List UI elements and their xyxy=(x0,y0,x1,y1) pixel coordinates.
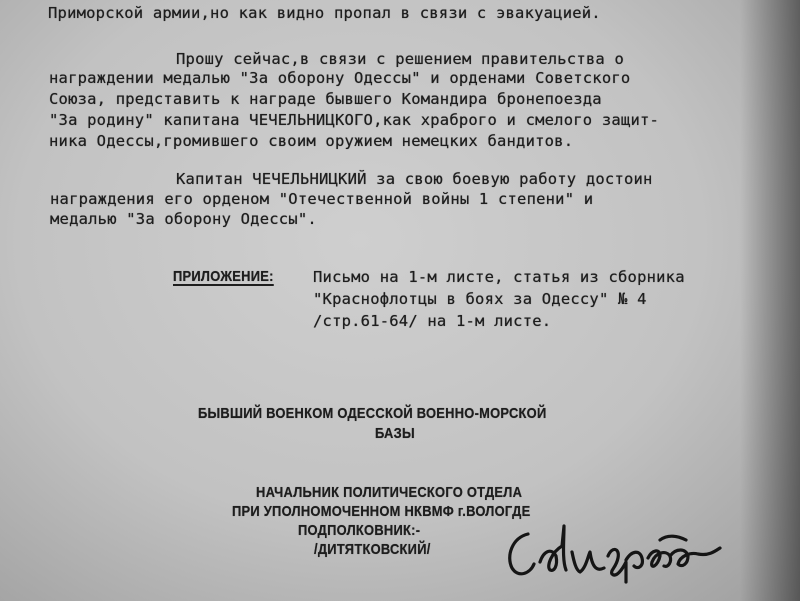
sender-line-1: БЫВШИЙ ВОЕНКОМ ОДЕССКОЙ ВОЕННО-МОРСКОЙ xyxy=(198,405,547,422)
page-edge-shadow xyxy=(740,0,800,601)
attachment-line-3: /стр.61-64/ на 1-м листе. xyxy=(313,312,552,330)
text-line-top: Приморской армии,но как видно пропал в связи с эвакуацией. xyxy=(48,4,601,22)
signatory-name: /ДИТЯТКОВСКИЙ/ xyxy=(314,541,431,558)
paragraph-request-line-4: "За родину" капитана ЧЕЧЕЛЬНИЦКОГО,как храброго и смелого защит- xyxy=(49,111,660,129)
signatory-title-line-2: ПРИ УПОЛНОМОЧЕННОМ НКВМФ г.ВОЛОГДЕ xyxy=(232,503,531,520)
paragraph-merit-line-1: Капитан ЧЕЧЕЛЬНИЦКИЙ за свою боевую работу достоин xyxy=(176,170,653,188)
paragraph-merit-line-2: награждения его орденом "Отечественной войны 1 степени" и xyxy=(50,190,594,208)
signatory-rank: ПОДПОЛКОВНИК:- xyxy=(298,522,421,539)
signatory-title-line-1: НАЧАЛЬНИК ПОЛИТИЧЕСКОГО ОТДЕЛА xyxy=(256,484,523,501)
paragraph-request-line-5: ника Одессы,громившего своим оружием немецких бандитов. xyxy=(49,132,574,150)
paragraph-request-line-3: Союза, представить к награде бывшего Командира бронепоезда xyxy=(49,90,602,108)
sender-line-2: БАЗЫ xyxy=(375,425,415,442)
paragraph-request-line-1: Прошу сейчас,в связи с решением правительства о xyxy=(176,50,624,68)
handwritten-signature xyxy=(500,512,750,592)
attachment-line-2: "Краснофлотцы в боях за Одессу" № 4 xyxy=(313,290,647,308)
paragraph-request-line-2: награждении медалью "За оборону Одессы" и орденами Советского xyxy=(49,69,631,87)
attachment-label: ПРИЛОЖЕНИЕ: xyxy=(173,268,274,285)
paragraph-merit-line-3: медалью "За оборону Одессы". xyxy=(50,210,317,228)
attachment-line-1: Письмо на 1-м листе, статья из сборника xyxy=(313,268,685,286)
